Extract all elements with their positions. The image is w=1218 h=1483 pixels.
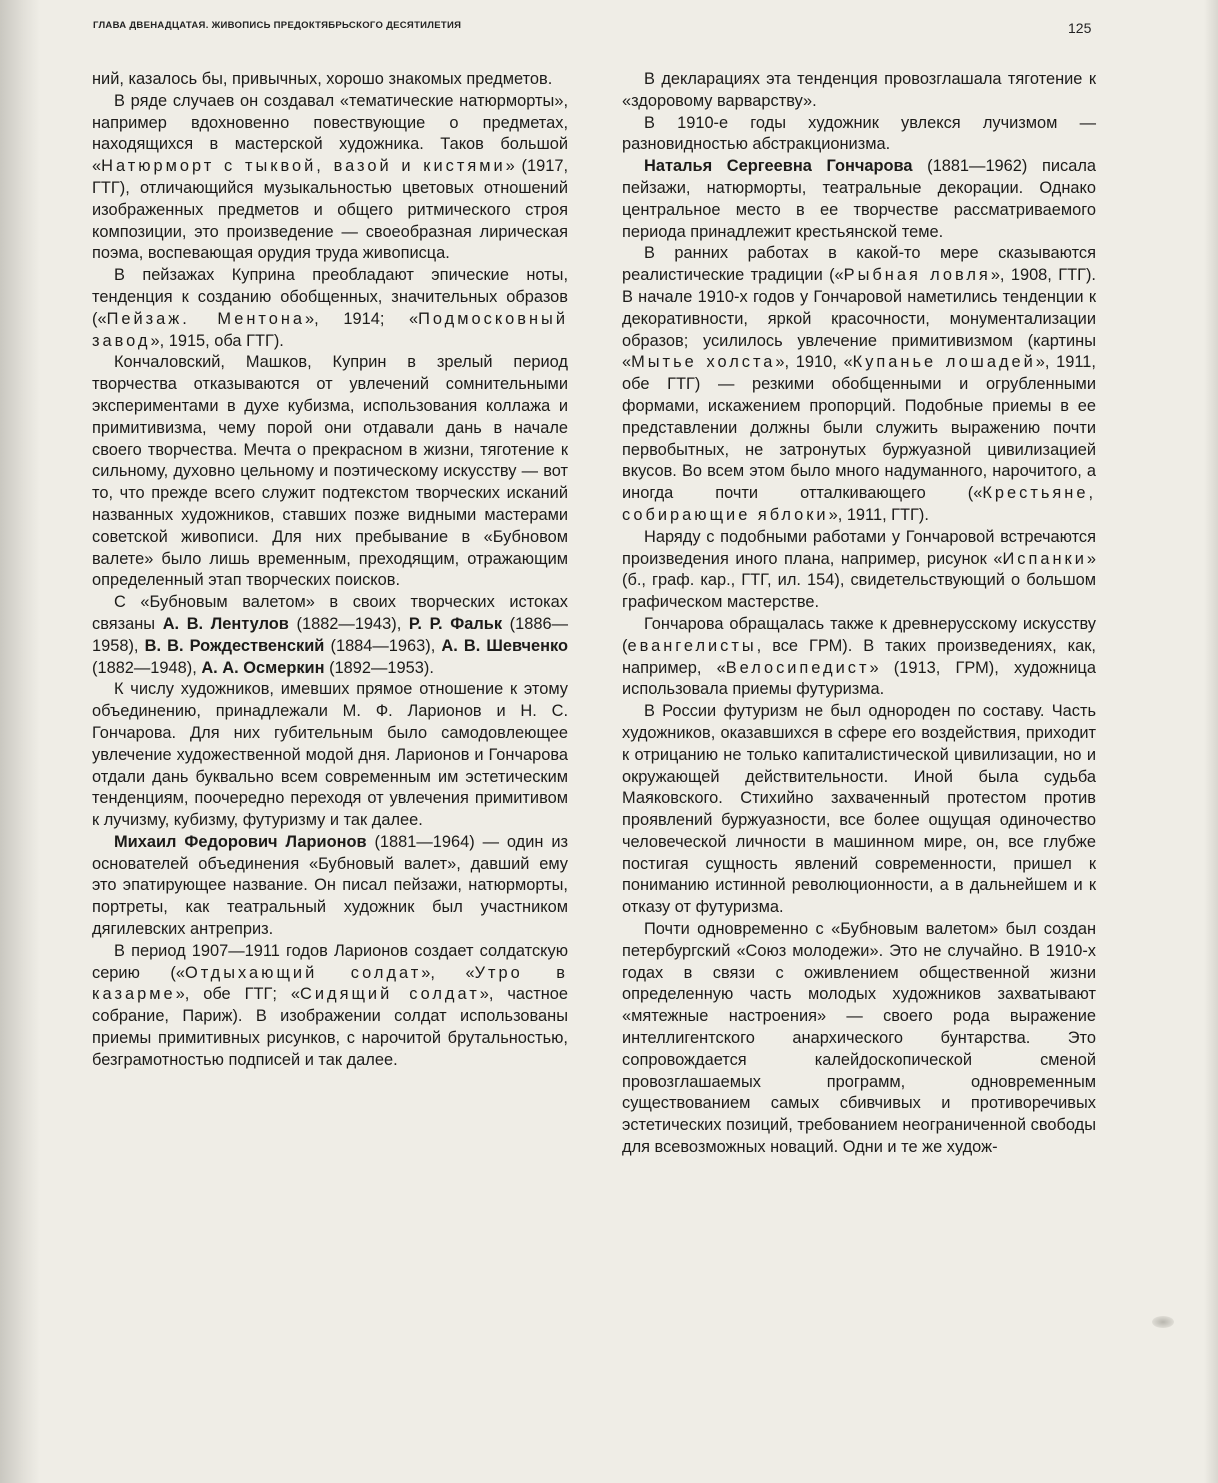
paper-smudge <box>1152 1316 1174 1328</box>
paragraph <box>622 614 1096 701</box>
artwork-title: Купанье лошадей <box>852 353 1036 372</box>
artwork-title: Рыбная ловля <box>843 266 991 285</box>
text: Наряду с подобными работами у Гончаровой встречаются произведения иного плана, например, рисунок « <box>622 527 1096 568</box>
paragraph: Почти одновременно с «Бубновым валетом» был создан петербургский «Союз молодежи». Это не случайно. В 1910-х годах в связи с оживлением общественной жизни определенную часть молодых художников захватывают «мятежные настроения» — своего рода выражение интеллигентского анархического бунтарства. Это сопровождается калейдоскопической сменой провозглашаемых программ, одновременным существованием самых сбивчивых и противоречивых эстетических позиций, требованием неограниченной свободы для всевозможных новаций. Одни и те же худож- <box>622 920 1096 1157</box>
text: », 1914; « <box>305 309 419 328</box>
text: (1882—1943), <box>288 614 409 633</box>
text: » (1913, ГРМ), художница использовала приемы футуризма. <box>622 658 1096 699</box>
text: (1892—1953). <box>324 658 434 677</box>
paragraph <box>92 91 568 265</box>
paragraph <box>92 941 568 1072</box>
text: (1882—1948), <box>92 658 202 677</box>
artwork-title: Мытье холста <box>631 353 776 372</box>
paragraph: В 1910-е годы художник увлекся лучизмом — разновидностью абстракционизма. <box>622 113 1096 154</box>
paragraph <box>622 243 1096 526</box>
text: С «Бубновым валетом» в своих творческих истоках связаны <box>92 593 568 633</box>
artwork-title: Пейзаж. Ментона <box>106 309 306 328</box>
artwork-title: Утро в казарме <box>92 963 568 1004</box>
artwork-title: Сидящий солдат <box>300 985 480 1004</box>
text: », 1915, оба ГТГ). <box>150 331 284 350</box>
artwork-title: евангелисты <box>627 636 757 655</box>
paragraph <box>92 265 568 352</box>
right-column <box>622 69 1096 1159</box>
paragraph: К числу художников, имевших прямое отношение к этому объединению, принадлежали М. Ф. Ларионов и Н. С. Гончарова. Для них губительным было самодовлеющее увлечение художественной модой дня. Ларионов и Гончарова отдали дань буквально всем современным им эстетическим тенденциям, поочередно переходя от увлечения примитивом к лучизму, кубизму, футуризму и так далее. <box>92 680 568 830</box>
text: В ряде случаев он создавал «тематические натюрморты», например вдохновенно повествующие о предметах, находящихся в мастерской художника. Таков большой « <box>92 91 568 176</box>
page-number: 125 <box>1068 20 1092 36</box>
paragraph <box>92 592 568 679</box>
artwork-title: Подмосковный завод <box>92 309 568 350</box>
text: », 1908, ГТГ). В начале 1910-х годов у Гончаровой наметились тенденции к декоративности, яркой красочности, монументализации образов; усилилось увлечение примитивизмом (картины « <box>622 266 1096 372</box>
text: (1881—1964) — один из основателей объединения «Бубновый валет», давший ему это эпатирующее название. Он писал пейзажи, натюрморты, портреты, как театральный художник был участником дягилевских антреприз. <box>92 832 568 939</box>
artist-name: Наталья Сергеевна Гончарова <box>644 157 913 176</box>
left-column <box>92 69 568 1072</box>
artist-name: Р. Р. Фальк <box>408 614 503 633</box>
text: » (б., граф. кар., ГТГ, ил. 154), свидетельствующий о большом графическом мастерстве. <box>622 549 1096 612</box>
paragraph: В декларациях эта тенденция провозглашала тяготение к «здоровому варварству». <box>622 70 1096 110</box>
artwork-title: Натюрморт с тыквой, вазой и кистями <box>101 157 506 176</box>
text: (1884—1963), <box>324 636 442 655</box>
artwork-title: Отдыхающий солдат <box>184 963 422 982</box>
artwork-title: Велосипедист <box>725 658 870 677</box>
text: », 1911, обе ГТГ) — резкими обобщенными и огрубленными формами, искажением пропорций. Подобные приемы в ее представлении должны были служить выражению почти первобытных, не затронутых буржуазной цивилизацией вкусов. Во всем этом было много надуманного, нарочитого, а иногда почти отталкивающего (« <box>622 353 1096 503</box>
text: », 1910, « <box>775 353 853 372</box>
artwork-title: Крестьяне, собирающие яблоки <box>622 484 1096 524</box>
running-head: ГЛАВА ДВЕНАДЦАТАЯ. ЖИВОПИСЬ ПРЕДОКТЯБРЬСКОГО ДЕСЯТИЛЕТИЯ <box>93 20 462 31</box>
page-edge-shadow <box>1204 0 1218 1483</box>
text: », обе ГТГ; « <box>175 985 301 1004</box>
paragraph <box>622 156 1096 243</box>
paragraph <box>92 832 568 941</box>
paragraph: Кончаловский, Машков, Куприн в зрелый период творчества отказываются от увлечений сомнительными экспериментами в духе кубизма, использования коллажа и примитивизма, чему порой они отдавали дань в начале своего творчества. Мечта о прекрасном в жизни, тяготение к сильному, духовно цельному и поэтическому искусству — вот то, что прежде всего служит подтекстом творческих исканий названных художников, ставших позже видными мастерами советской живописи. Для них пребывание в «Бубновом валете» было лишь временным, преходящим, отражающим определенный этап творческих поисков. <box>92 353 568 590</box>
artist-name: Михаил Федорович Ларионов <box>114 832 367 851</box>
text: (1886—1958), <box>92 614 568 655</box>
artist-name: А. А. Осмеркин <box>201 658 325 677</box>
paragraph <box>622 527 1096 614</box>
text: », 1911, ГТГ). <box>828 505 929 524</box>
paragraph: ний, казалось бы, привычных, хорошо знакомых предметов. <box>92 70 553 88</box>
text: В ранних работах в какой-то мере сказываются реалистические традиции (« <box>622 244 1096 285</box>
artist-name: А. В. Шевченко <box>441 636 568 655</box>
artist-name: В. В. Рождественский <box>144 636 325 655</box>
paragraph: В России футуризм не был однороден по составу. Часть художников, оказавшихся в сфере его воздействия, приходит к отрицанию не только капиталистической цивилизации, но и окружающей действительности. Иной была судьба Маяковского. Стихийно захваченный протестом против проявлений буржуазности, все более ощущая одиночество человеческой личности в машинном мире, он, все глубже постигая сущность явлений современности, пришел к пониманию истинной революционности, а в дальнейшем и к отказу от футуризма. <box>622 702 1096 917</box>
text: Гончарова обращалась также к древнерусскому искусству ( <box>622 614 1096 655</box>
text: В пейзажах Куприна преобладают эпические ноты, тенденция к созданию обобщенных, значительных образов (« <box>92 266 568 328</box>
artist-name: А. В. Лентулов <box>162 614 289 633</box>
text: , все ГРМ). В таких произведениях, как, например, « <box>622 636 1096 677</box>
page-gutter-shadow <box>0 0 40 1483</box>
text: В период 1907—1911 годов Ларионов создает солдатскую серию (« <box>92 941 568 982</box>
text: », частное собрание, Париж). В изображении солдат использованы приемы примитивных рисунков, с нарочитой брутальностью, безграмотностью подписей и так далее. <box>92 985 569 1069</box>
text: », « <box>421 963 475 982</box>
text: » (1917, ГТГ), отличающийся музыкальностью цветовых отношений изображенных предметов и общего ритмического строя композиции, это произведение — своеобразная лирическая поэма, воспевающая орудия труда живописца. <box>92 157 568 263</box>
artwork-title: Испанки <box>1002 549 1087 568</box>
text: (1881—1962) писала пейзажи, натюрморты, театральные декорации. Однако центральное место в ее творчестве рассматриваемого периода принадлежит крестьянской теме. <box>622 157 1096 241</box>
